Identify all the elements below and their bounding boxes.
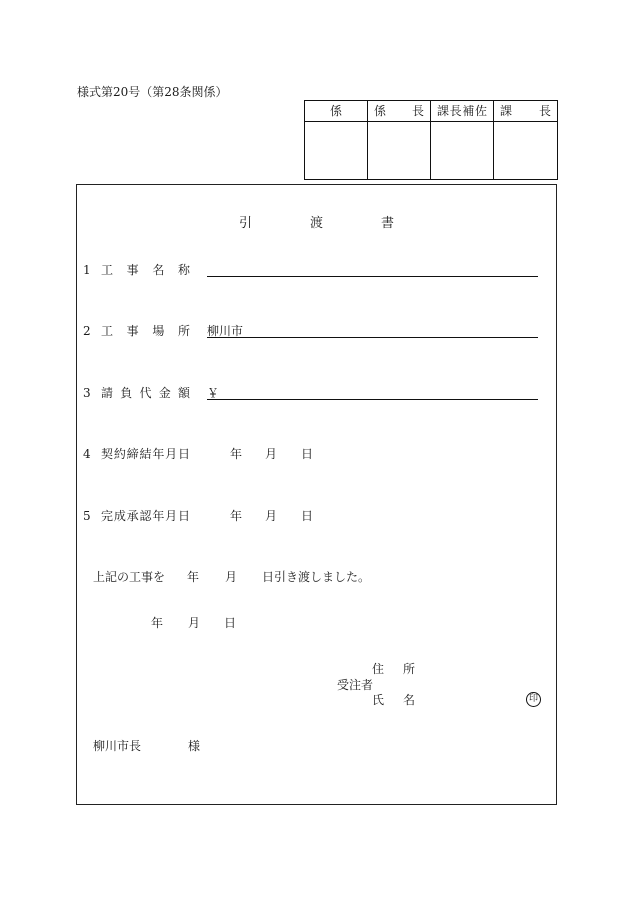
item-label-char: 額	[177, 386, 190, 400]
approval-header-char: 長	[538, 104, 551, 118]
approval-header-kachohosa	[431, 101, 494, 122]
title-char: 書	[380, 216, 394, 231]
item-number: 2	[83, 324, 91, 338]
date-year-unit: 年	[230, 447, 243, 461]
item-completion-date	[77, 509, 556, 525]
item-label-char: 年	[152, 509, 165, 523]
address-label-char: 住	[372, 662, 385, 676]
item-number: 3	[83, 386, 91, 400]
approval-header-char: 課	[437, 104, 450, 118]
approval-header-kacho	[494, 101, 557, 122]
item-label	[101, 447, 190, 461]
item-label-char: 日	[177, 509, 190, 523]
item-label-char: 場	[152, 324, 165, 338]
item-label-char: 完	[101, 509, 114, 523]
item-number: 1	[83, 263, 91, 277]
seal-mark: 印	[526, 692, 541, 707]
item-label	[101, 324, 190, 338]
statement-month-unit: 月	[225, 570, 238, 584]
approval-header-char: 佐	[474, 104, 487, 118]
fill-in-line	[207, 337, 538, 338]
item-label-char: 代	[139, 386, 152, 400]
approval-stamp-cell	[494, 122, 557, 179]
approval-header-char: 課	[500, 104, 513, 118]
item-label-char: 認	[139, 509, 152, 523]
handover-form-box	[76, 184, 557, 805]
fill-in-line	[207, 399, 538, 400]
title-char: 渡	[309, 216, 323, 231]
address-label-char: 所	[402, 662, 415, 676]
approval-stamp-table	[304, 100, 558, 180]
addressee-honorific: 様	[188, 739, 201, 753]
item-label-char: 事	[126, 263, 139, 277]
item-label-char: 月	[165, 447, 178, 461]
item-value: ￥	[207, 386, 220, 400]
name-label-char: 氏	[372, 693, 385, 707]
addressee-name: 柳川市長	[93, 739, 142, 753]
issue-date-day-unit: 日	[224, 616, 237, 630]
document-title	[239, 216, 394, 232]
date-year-unit: 年	[230, 509, 243, 523]
item-label-char: 名	[152, 263, 165, 277]
date-day-unit: 日	[301, 509, 314, 523]
item-label-char: 事	[126, 324, 139, 338]
item-construction-site	[77, 324, 556, 340]
fill-in-line	[207, 276, 538, 277]
item-label-char: 金	[158, 386, 171, 400]
item-label-char: 締	[126, 447, 139, 461]
approval-header-kakaricho	[368, 101, 431, 122]
date-day-unit: 日	[301, 447, 314, 461]
item-label-char: 所	[177, 324, 190, 338]
item-label-char: 請	[101, 386, 114, 400]
item-construction-name	[77, 263, 556, 279]
approval-stamp-cell	[305, 122, 368, 179]
name-label-char: 名	[402, 693, 415, 707]
issue-date-month-unit: 月	[188, 616, 201, 630]
item-label-char: 結	[139, 447, 152, 461]
item-number: 4	[83, 447, 91, 461]
item-label-char: 工	[101, 324, 114, 338]
approval-header-char: 長	[449, 104, 462, 118]
contractor-role: 受注者	[337, 678, 374, 692]
date-month-unit: 月	[265, 447, 278, 461]
item-number: 5	[83, 509, 91, 523]
item-label-char: 負	[120, 386, 133, 400]
approval-stamp-cell	[368, 122, 431, 179]
title-char: 引	[239, 216, 253, 231]
item-label-char: 月	[165, 509, 178, 523]
address-label	[372, 662, 415, 676]
approval-header-char: 長	[411, 104, 424, 118]
item-label	[101, 263, 190, 277]
statement-prefix: 上記の工事を	[93, 570, 166, 584]
item-label-char: 承	[126, 509, 139, 523]
item-value: 柳川市	[207, 324, 244, 338]
item-label-char: 契	[101, 447, 114, 461]
form-number: 様式第20号（第28条関係）	[77, 85, 228, 99]
item-label-char: 日	[177, 447, 190, 461]
item-label-char: 工	[101, 263, 114, 277]
item-label-char: 称	[177, 263, 190, 277]
statement-year-unit: 年	[187, 570, 200, 584]
approval-stamp-cell	[431, 122, 494, 179]
item-label-char: 年	[152, 447, 165, 461]
name-label	[372, 693, 415, 707]
approval-header-char: 補	[462, 104, 475, 118]
item-label-char: 成	[113, 509, 126, 523]
approval-header-kakari	[305, 101, 368, 122]
item-contract-amount	[77, 386, 556, 402]
item-label	[101, 509, 190, 523]
item-label	[101, 386, 190, 400]
issue-date-year-unit: 年	[151, 616, 164, 630]
item-label-char: 約	[113, 447, 126, 461]
approval-header-char: 係	[374, 104, 387, 118]
date-month-unit: 月	[265, 509, 278, 523]
statement-suffix: 日引き渡しました。	[262, 570, 371, 584]
item-contract-date	[77, 447, 556, 463]
approval-header-char: 係	[329, 104, 342, 118]
